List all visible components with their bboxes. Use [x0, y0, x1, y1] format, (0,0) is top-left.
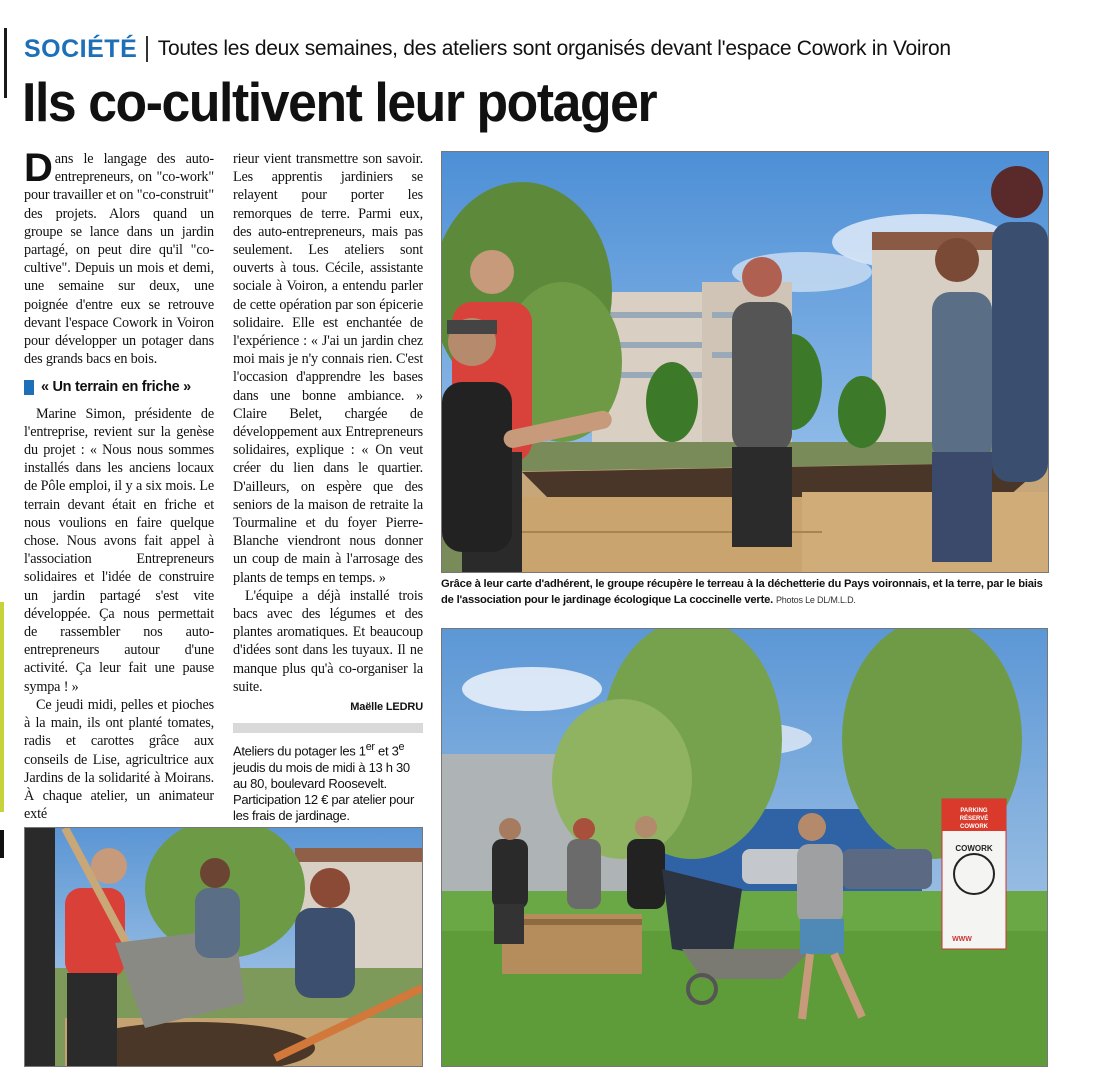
intro-text: ans le langage des auto-entrepreneurs, on "co-work" pour travailler et on "co-construit" des projets. Alors quand un groupe se lance dans un jardin partagé, on peut dire qu'il "co-cultive". Depuis un mois et demi, une semaine sur deux, une poignée d'entre eux se retrouve devant l'espace Cowork in Voiron pour développer un potager dans des grands bacs en bois.: [24, 151, 214, 368]
info-text-1: Ateliers du potager les 1: [233, 743, 366, 759]
paragraph-4: L'équipe a déjà installé trois bacs avec des légumes et des plantes aromatiques. Et beaucoup d'idées sont dans les tuyaux. Il ne manque plus qu'à co-organiser la suite.: [233, 587, 423, 695]
sign-parking-text: PARKING: [960, 808, 988, 814]
left-rule: [4, 28, 7, 98]
info-sup-2: e: [398, 741, 405, 754]
photo-garden-wheelbarrow: [441, 628, 1048, 1067]
headline: Ils co-cultivent leur potager: [22, 71, 657, 133]
article-column-1: [24, 146, 214, 823]
paragraph-3-start: Ce jeudi midi, pelles et pioches à la main, ils ont planté tomates, radis et carottes grâce aux conseils de Lise, agricultrice aux Jardins de la solidarité à Moirans. À chaque atelier, un animateur exté: [24, 696, 214, 823]
intro-paragraph: [24, 146, 214, 368]
article-column-2: [233, 150, 423, 824]
info-box: [233, 739, 423, 823]
kicker: [24, 32, 951, 66]
info-text-2: et 3: [374, 743, 399, 759]
info-sup-1: er: [365, 741, 375, 754]
kicker-separator: [146, 36, 148, 62]
margin-black-bar: [0, 830, 4, 858]
info-text-3: jeudis du mois de midi à 13 h 30 au 80, boulevard Roosevelt. Participation 12 € par atelier pour les frais de jardinage.: [233, 759, 415, 823]
author-signature: Maëlle LEDRU: [350, 701, 423, 714]
margin-color-bar: [0, 602, 4, 812]
sign-www-text: WWW: [952, 936, 972, 943]
sign-cowork-text: COWORK: [960, 824, 988, 830]
subheading: [24, 378, 214, 396]
paragraph-2: Marine Simon, présidente de l'entreprise, revient sur la genèse du projet : « Nous nous sommes installés dans les anciens locaux de Pôle emploi, il y a six mois. Le terrain devant était en friche et nous voulions en faire quelque chose. Nous avons fait appel à l'association Entrepreneurs solidaires et l'idée de construire un jardin partagé s'est vite développée. Ça nous permettait de rassembler nos auto-entrepreneurs autour d'une activité. Ça leur fait une pause sympa ! »: [24, 405, 214, 695]
sign-cowork-logo-text: COWORK: [955, 844, 993, 853]
photo-caption: [441, 576, 1051, 608]
sign-reserve-text: RÉSERVÉ: [959, 816, 989, 822]
paragraph-3-continued: rieur vient transmettre son savoir. Les apprentis jardiniers se relayent pour porter les remorques de terre. Parmi eux, des auto-entrepreneurs, mais pas seulement. Les ateliers sont ouverts à tous. Cécile, assistante sociale à Voiron, a entendu parler de cette opération par son épicerie solidaire. Elle est enchantée de l'expérience : « J'ai un jardin chez moi mais je n'y connais rien. C'est l'occasion d'apprendre les bases dans une bonne ambiance. » Claire Belet, chargée de développement aux Entrepreneurs solidaires, explique : « On veut créer du lien dans le quartier. D'ailleurs, on espère que des seniors de la maison de retraite la Tourmaline et du foyer Pierre-Blanche viendront nous donner un coup de main à l'arrosage des plants de temps en temps. »: [233, 151, 423, 586]
photo-credit: Photos Le DL/M.L.D.: [775, 595, 856, 605]
subheading-text: « Un terrain en friche »: [41, 379, 191, 396]
photo-soil-shovel: [24, 827, 423, 1067]
drop-cap: D: [24, 146, 53, 190]
info-box-rule: [233, 723, 423, 733]
caption-text: Grâce à leur carte d'adhérent, le groupe récupère le terreau à la déchetterie du Pays voironnais, et la terre, par le biais de l'association pour le jardinage écologique La coccinelle verte.: [441, 578, 1043, 606]
section-rubric: SOCIÉTÉ: [24, 34, 138, 63]
subhead-square-icon: [24, 380, 34, 395]
kicker-subtitle: Toutes les deux semaines, des ateliers sont organisés devant l'espace Cowork in Voiron: [157, 37, 951, 60]
photo-gardeners-planter: [441, 151, 1049, 573]
